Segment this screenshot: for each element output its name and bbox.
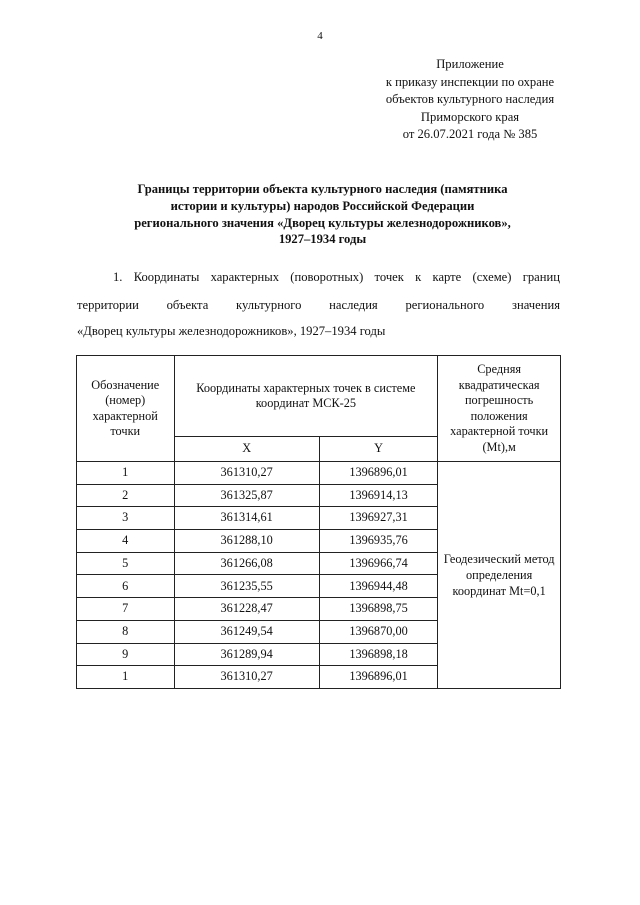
cell-y: 1396896,01: [319, 666, 437, 689]
cell-y: 1396927,31: [319, 507, 437, 530]
coordinates-table: [76, 355, 561, 689]
header-error: Средняя квадратическая погрешность положения характерной точки (Mt),м: [438, 356, 561, 462]
paragraph-line-1: 1. Координаты характерных (поворотных) точек к карте (схеме) границ: [113, 270, 560, 284]
cell-x: 361289,94: [174, 643, 319, 666]
cell-y: 1396896,01: [319, 462, 437, 485]
cell-point-number: 8: [77, 620, 175, 643]
paragraph-line-3: «Дворец культуры железнодорожников», 1927–1934 годы: [77, 324, 386, 338]
title-line: истории и культуры) народов Российской Федерации: [170, 198, 475, 213]
title-line: Границы территории объекта культурного наследия (памятника: [137, 182, 508, 196]
cell-y: 1396870,00: [319, 620, 437, 643]
cell-x: 361228,47: [174, 598, 319, 621]
header-y: Y: [319, 437, 437, 462]
cell-x: 361325,87: [174, 484, 319, 507]
title-line: регионального значения «Дворец культуры железнодорожников»,: [134, 215, 511, 230]
cell-x: 361235,55: [174, 575, 319, 598]
appendix-line: от 26.07.2021 года № 385: [402, 127, 538, 142]
cell-point-number: 4: [77, 530, 175, 553]
cell-x: 361288,10: [174, 530, 319, 553]
cell-x: 361314,61: [174, 507, 319, 530]
header-point-number: Обозначение (номер) характерной точки: [77, 356, 175, 462]
title-line: 1927–1934 годы: [278, 232, 367, 247]
cell-x: 361249,54: [174, 620, 319, 643]
cell-point-number: 7: [77, 598, 175, 621]
cell-point-number: 3: [77, 507, 175, 530]
appendix-line: объектов культурного наследия: [385, 92, 555, 107]
page-number: 4: [317, 30, 323, 42]
cell-x: 361266,08: [174, 552, 319, 575]
appendix-line: Приложение: [436, 57, 504, 71]
appendix-line: к приказу инспекции по охране: [385, 74, 555, 89]
header-x: X: [174, 437, 319, 462]
appendix-line: Приморского края: [420, 109, 520, 124]
document-title: [100, 181, 545, 248]
cell-point-number: 1: [77, 666, 175, 689]
cell-point-number: 1: [77, 462, 175, 485]
cell-x: 361310,27: [174, 462, 319, 485]
cell-y: 1396898,18: [319, 643, 437, 666]
cell-y: 1396898,75: [319, 598, 437, 621]
header-coordinates: Координаты характерных точек в системе координат МСК-25: [174, 356, 438, 437]
table-row: [77, 462, 561, 485]
cell-y: 1396944,48: [319, 575, 437, 598]
cell-point-number: 5: [77, 552, 175, 575]
cell-y: 1396966,74: [319, 552, 437, 575]
cell-y: 1396935,76: [319, 530, 437, 553]
cell-point-number: 2: [77, 484, 175, 507]
cell-point-number: 9: [77, 643, 175, 666]
cell-error-method: Геодезический метод определения координат Mt=0,1: [438, 462, 561, 689]
cell-y: 1396914,13: [319, 484, 437, 507]
cell-x: 361310,27: [174, 666, 319, 689]
appendix-block: [365, 56, 575, 144]
cell-point-number: 6: [77, 575, 175, 598]
paragraph-line-2: территории объекта культурного наследия регионального значения: [77, 298, 560, 312]
